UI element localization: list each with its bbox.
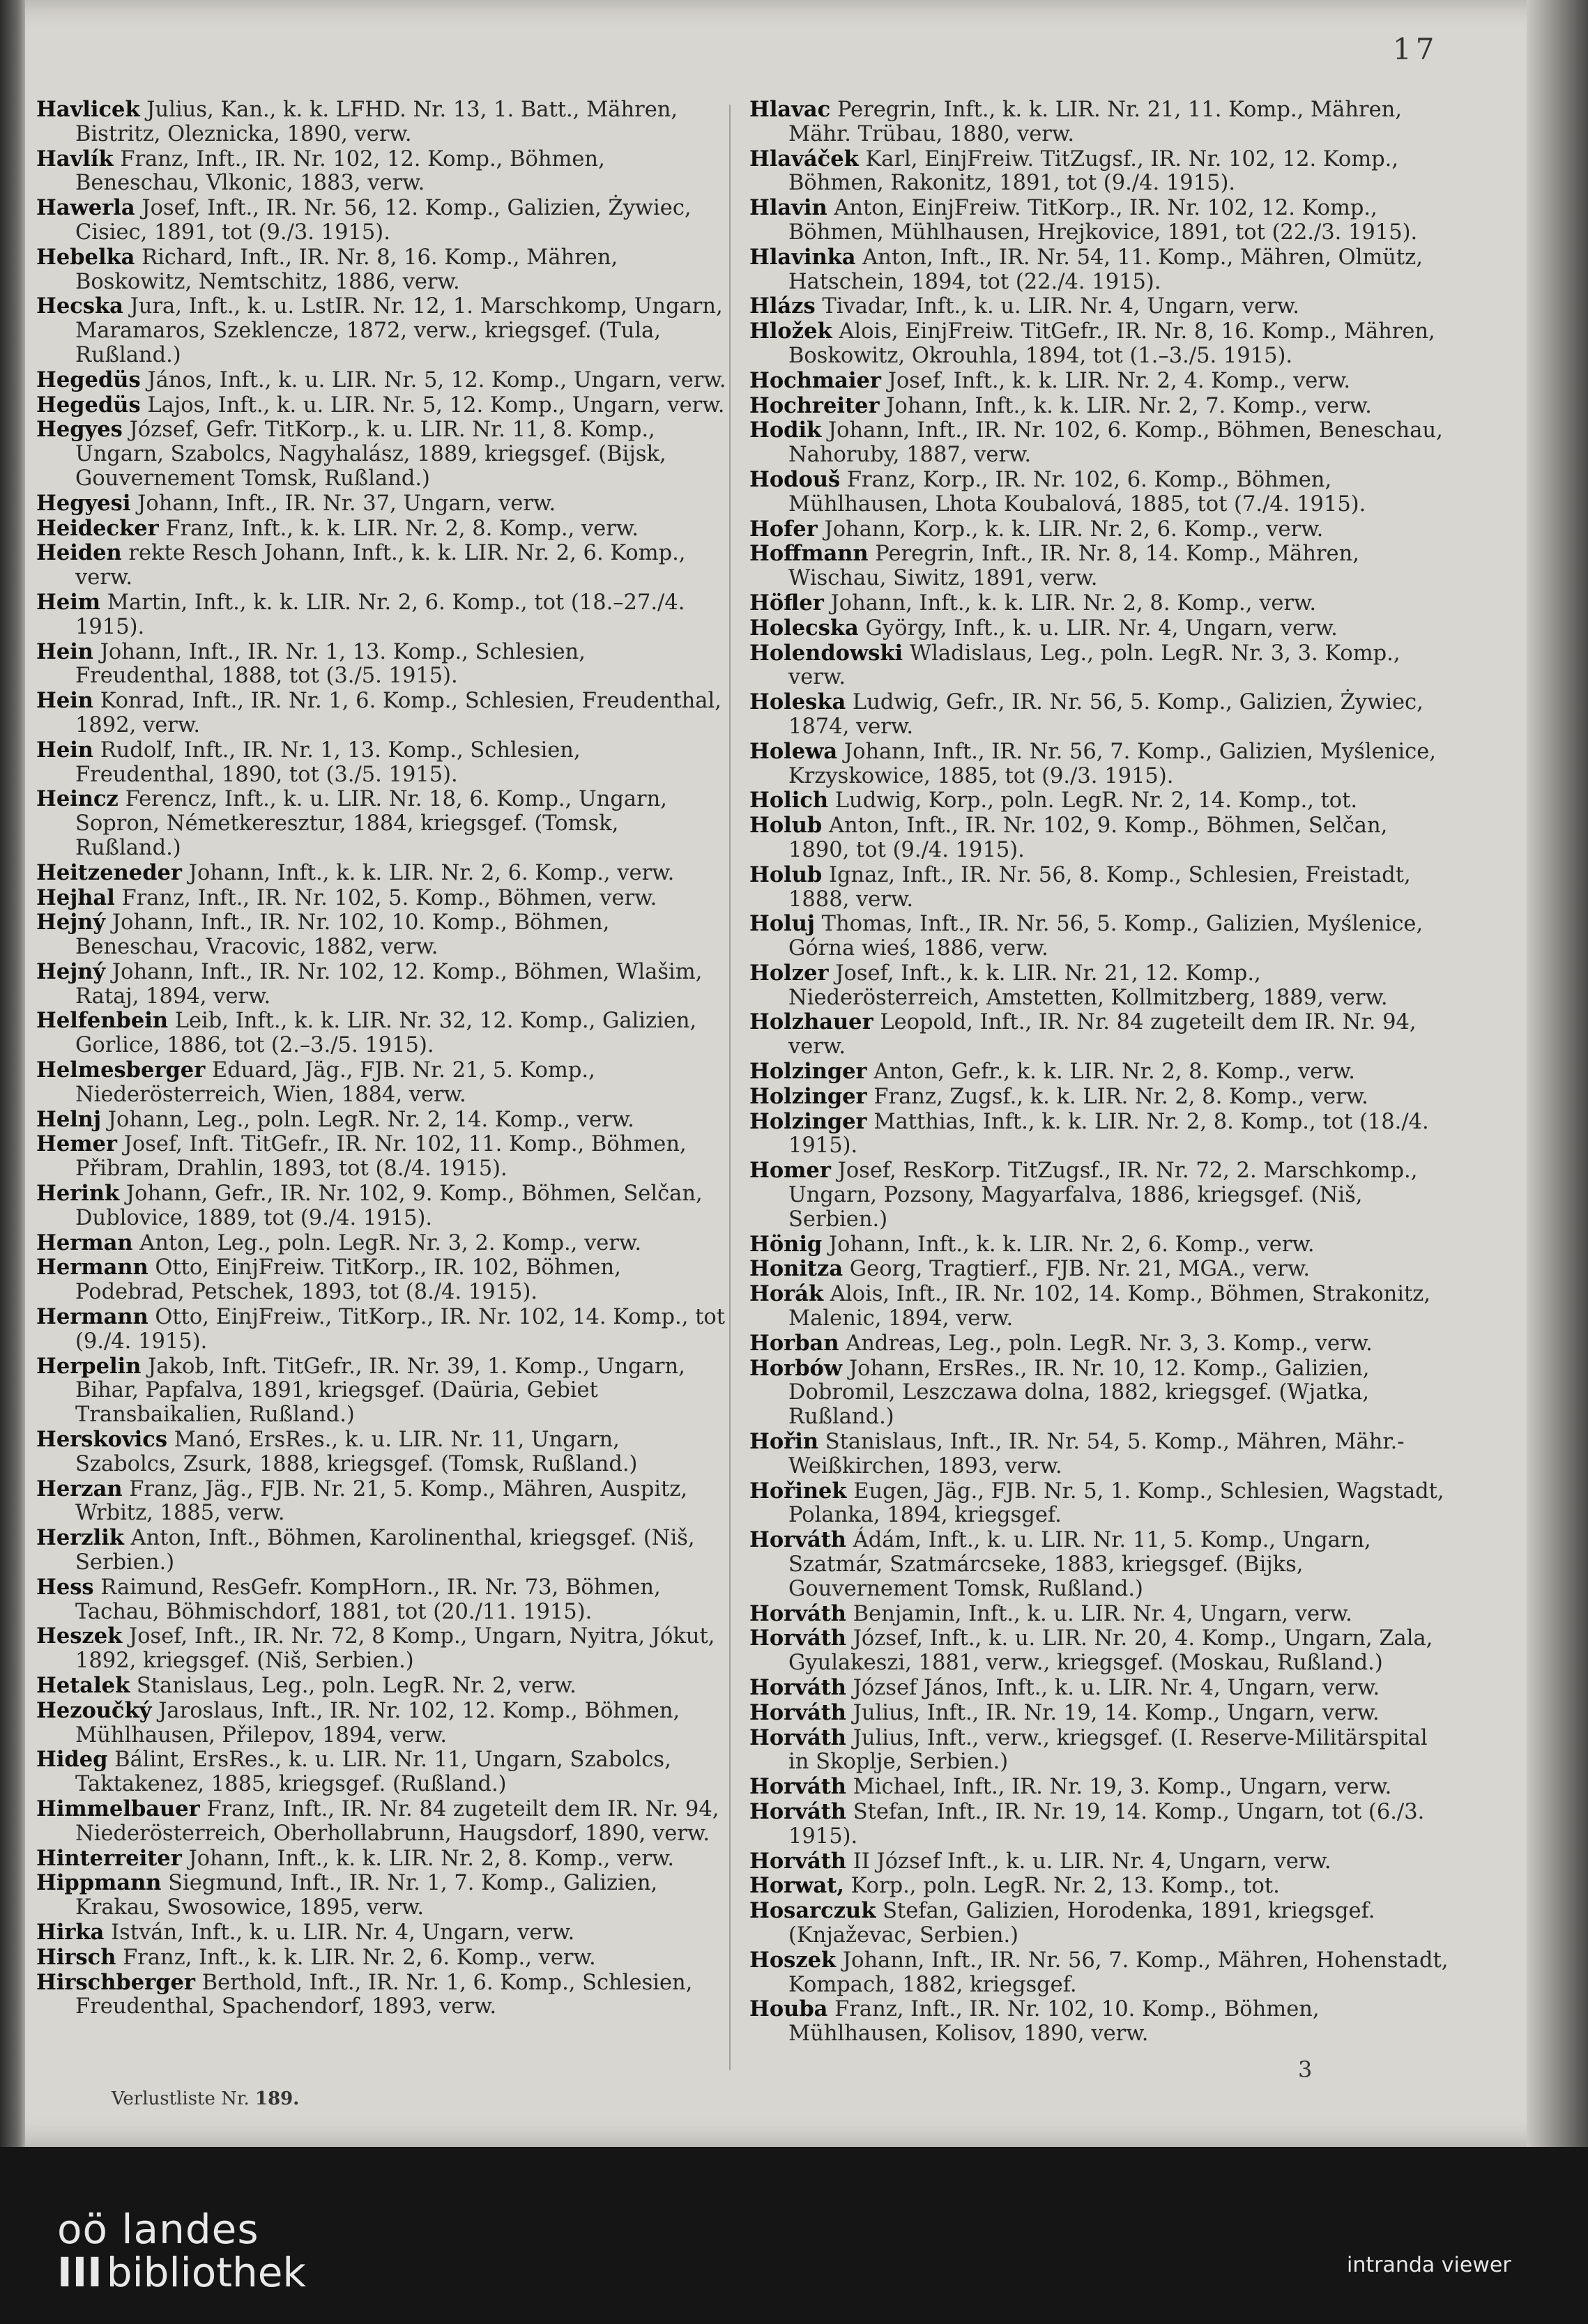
- entry-details: II József Inft., k. u. LIR. Nr. 4, Ungarn, verw.: [853, 1849, 1331, 1874]
- list-entry: [749, 616, 1453, 641]
- list-entry: [749, 1849, 1453, 1874]
- entry-details: Stanislaus, Leg., poln. LegR. Nr. 2, verw.: [136, 1674, 577, 1698]
- entry-details: Julius, Inft., IR. Nr. 19, 14. Komp., Ungarn, verw.: [853, 1700, 1380, 1725]
- entry-details: Franz, Inft., IR. Nr. 102, 10. Komp., Böhmen, Mühlhausen, Kolisov, 1890, verw.: [788, 1997, 1320, 2047]
- entry-surname: Herpelin: [36, 1353, 142, 1379]
- page-number: 17: [1393, 32, 1439, 66]
- entry-surname: Hönig: [749, 1231, 823, 1257]
- list-entry: [749, 1948, 1453, 1998]
- entry-surname: Hosarczuk: [749, 1898, 876, 1924]
- entry-surname: Hegyes: [36, 417, 123, 443]
- list-entry: [749, 418, 1453, 468]
- list-entry: [36, 245, 726, 295]
- list-entry: [36, 1132, 726, 1182]
- entry-details: József János, Inft., k. u. LIR. Nr. 4, Ungarn, verw.: [853, 1676, 1380, 1700]
- list-entry: [36, 689, 726, 738]
- entry-details: Johann, Inft., IR. Nr. 102, 6. Komp., Böhmen, Beneschau, Nahoruby, 1887, verw.: [788, 418, 1443, 468]
- entry-details: Ludwig, Gefr., IR. Nr. 56, 5. Komp., Galizien, Żywiec, 1874, verw.: [788, 690, 1423, 739]
- list-entry: [749, 1282, 1453, 1331]
- entry-surname: Horák: [749, 1281, 824, 1307]
- entry-surname: Havlicek: [36, 97, 140, 122]
- list-entry: [749, 740, 1453, 789]
- list-entry: [749, 147, 1453, 197]
- entry-surname: Hejhal: [36, 885, 115, 910]
- entry-details: Johann, Inft., IR. Nr. 102, 12. Komp., Böhmen, Wlašim, Rataj, 1894, verw.: [75, 959, 703, 1009]
- entry-details: Franz, Inft., k. k. LIR. Nr. 2, 6. Komp., verw.: [123, 1945, 596, 1970]
- entry-surname: Hetalek: [36, 1673, 130, 1698]
- entry-details: Josef, Inft., IR. Nr. 72, 8 Komp., Ungarn, Nyitra, Jókut, 1892, kriegsgef. (Niš, Serbien.): [75, 1624, 715, 1674]
- list-entry: [749, 591, 1453, 616]
- entry-surname: Horváth: [749, 1848, 846, 1874]
- entry-surname: Horváth: [749, 1699, 846, 1725]
- entry-details: Richard, Inft., IR. Nr. 8, 16. Komp., Mähren, Boskowitz, Nemtschitz, 1886, verw.: [75, 245, 618, 294]
- entry-details: Johann, Korp., k. k. LIR. Nr. 2, 6. Komp., verw.: [824, 517, 1324, 542]
- entry-details: Jakob, Inft. TitGefr., IR. Nr. 39, 1. Komp., Ungarn, Bihar, Papfalva, 1891, kriegsgef. (Daüria, Gebiet Transbaikalien, Rußland.): [75, 1354, 685, 1428]
- entry-details: Benjamin, Inft., k. u. LIR. Nr. 4, Ungarn, verw.: [853, 1601, 1352, 1626]
- list-entry: [749, 1159, 1453, 1232]
- entry-surname: Holzinger: [749, 1059, 867, 1085]
- entry-surname: Hoszek: [749, 1947, 837, 1973]
- list-entry: [36, 1428, 726, 1477]
- entry-details: Berthold, Inft., IR. Nr. 1, 6. Komp., Schlesien, Freudenthal, Spachendorf, 1893, verw.: [75, 1970, 693, 2019]
- list-entry: [749, 294, 1453, 319]
- list-entry: [36, 1971, 726, 2020]
- list-entry: [749, 369, 1453, 394]
- list-entry: [36, 196, 726, 245]
- entry-details: Franz, Zugsf., k. k. LIR. Nr. 2, 8. Komp., verw.: [873, 1084, 1368, 1109]
- entry-surname: Holuj: [749, 911, 815, 937]
- list-entry: [36, 1624, 726, 1674]
- list-entry: [36, 1477, 726, 1527]
- entry-details: Rudolf, Inft., IR. Nr. 1, 13. Komp., Schlesien, Freudenthal, 1890, tot (3./5. 1915).: [75, 737, 581, 787]
- list-entry: [36, 1255, 726, 1305]
- list-entry: [749, 1528, 1453, 1601]
- entry-surname: Hlázs: [749, 293, 816, 319]
- entry-details: Otto, EinjFreiw., TitKorp., IR. Nr. 102, 14. Komp., tot (9./4. 1915).: [75, 1305, 726, 1354]
- entry-surname: Horváth: [749, 1527, 846, 1553]
- list-entry: [749, 1331, 1453, 1356]
- entry-surname: Hofer: [749, 516, 818, 542]
- list-entry: [36, 1354, 726, 1428]
- entry-details: Stefan, Galizien, Horodenka, 1891, kriegsgef. (Knjaževac, Serbien.): [788, 1899, 1375, 1948]
- entry-surname: Hess: [36, 1574, 94, 1600]
- entry-details: Josef, Inft., IR. Nr. 56, 12. Komp., Galizien, Żywiec, Cisiec, 1891, tot (9./3. 1915).: [75, 196, 692, 245]
- entry-details: Raimund, ResGefr. KompHorn., IR. Nr. 73, Böhmen, Tachau, Böhmischdorf, 1881, tot (20./11. 1915).: [75, 1575, 661, 1624]
- list-entry: [36, 1231, 726, 1256]
- entry-details: Johann, Inft., IR. Nr. 102, 10. Komp., Böhmen, Beneschau, Vracovic, 1882, verw.: [75, 910, 610, 960]
- entry-surname: Hodouš: [749, 466, 841, 492]
- entry-details: Josef, Inft. TitGefr., IR. Nr. 102, 11. Komp., Böhmen, Přibram, Drahlin, 1893, tot (8./4. 1915).: [75, 1132, 687, 1182]
- list-entry: [36, 491, 726, 517]
- entry-details: Konrad, Inft., IR. Nr. 1, 6. Komp., Schlesien, Freudenthal, 1892, verw.: [75, 689, 722, 737]
- entry-details: Anton, Inft., Böhmen, Karolinenthal, kriegsgef. (Niš, Serbien.): [75, 1526, 695, 1575]
- entry-surname: Horban: [749, 1330, 839, 1356]
- entry-surname: Holub: [749, 813, 823, 839]
- entry-details: Anton, Inft., IR. Nr. 102, 9. Komp., Böhmen, Selčan, 1890, tot (9./4. 1915).: [788, 813, 1388, 862]
- entry-details: Franz, Inft., k. k. LIR. Nr. 2, 8. Komp., verw.: [165, 516, 639, 541]
- list-entry: [36, 861, 726, 886]
- list-entry: [749, 1356, 1453, 1430]
- list-entry: [36, 960, 726, 1009]
- entry-details: Leib, Inft., k. k. LIR. Nr. 32, 12. Komp., Galizien, Gorlice, 1886, tot (2.–3./5. 1915).: [75, 1009, 697, 1058]
- footer-sheet-number: 3: [1298, 2056, 1313, 2083]
- entry-details: Johann, Gefr., IR. Nr. 102, 9. Komp., Böhmen, Selčan, Dublovice, 1889, tot (9./4. 1915).: [75, 1182, 703, 1230]
- list-entry: [749, 319, 1453, 369]
- list-entry: [36, 294, 726, 367]
- entry-details: Johann, Leg., poln. LegR. Nr. 2, 14. Komp., verw.: [107, 1107, 634, 1132]
- entry-surname: Hideg: [36, 1747, 108, 1773]
- list-entry: [36, 1058, 726, 1108]
- entry-details: Johann, Inft., k. k. LIR. Nr. 2, 6. Komp., verw.: [828, 1232, 1315, 1257]
- entry-surname: Heidecker: [36, 515, 159, 541]
- entry-surname: Hlavin: [749, 195, 827, 221]
- entry-details: Anton, Gefr., k. k. LIR. Nr. 2, 8. Komp., verw.: [873, 1060, 1355, 1085]
- entry-details: Ignaz, Inft., IR. Nr. 56, 8. Komp., Schlesien, Freistadt, 1888, verw.: [788, 862, 1411, 912]
- entry-surname: Herzlik: [36, 1525, 124, 1551]
- entry-details: Johann, Inft., k. k. LIR. Nr. 2, 6. Komp., verw.: [188, 860, 675, 885]
- entry-details: Franz, Inft., IR. Nr. 102, 5. Komp., Böhmen, verw.: [121, 885, 657, 910]
- viewer-brand[interactable]: intranda viewer: [1347, 2253, 1511, 2277]
- entry-details: Andreas, Leg., poln. LegR. Nr. 3, 3. Komp., verw.: [846, 1331, 1373, 1356]
- entry-details: Matthias, Inft., k. k. LIR. Nr. 2, 8. Komp., tot (18./4. 1915).: [788, 1109, 1429, 1159]
- book-spine: [0, 0, 25, 2147]
- entry-surname: Holeska: [749, 689, 846, 715]
- entry-details: Georg, Tragtierf., FJB. Nr. 21, MGA., verw.: [849, 1257, 1311, 1282]
- entry-surname: Hein: [36, 688, 93, 714]
- entry-details: Michael, Inft., IR. Nr. 19, 3. Komp., Ungarn, verw.: [853, 1775, 1392, 1800]
- list-entry: [36, 1575, 726, 1625]
- list-entry: [749, 1899, 1453, 1948]
- entry-details: Johann, Inft., k. k. LIR. Nr. 2, 7. Komp., verw.: [886, 393, 1372, 418]
- list-entry: [749, 1676, 1453, 1701]
- entry-details: Josef, Inft., k. k. LIR. Nr. 2, 4. Komp., verw.: [887, 368, 1351, 393]
- entry-surname: Hirka: [36, 1919, 105, 1945]
- entry-details: Johann, Inft., k. k. LIR. Nr. 2, 8. Komp., verw.: [188, 1846, 675, 1871]
- entry-details: Wladislaus, Leg., poln. LegR. Nr. 3, 3. Komp., verw.: [788, 641, 1400, 690]
- entry-surname: Hermann: [36, 1255, 148, 1281]
- entry-surname: Holzinger: [749, 1083, 867, 1109]
- entry-details: Peregrin, Inft., IR. Nr. 8, 14. Komp., Mähren, Wischau, Siwitz, 1891, verw.: [788, 542, 1359, 591]
- list-entry: [36, 517, 726, 542]
- list-entry: [749, 1775, 1453, 1800]
- list-entry: [749, 1997, 1453, 2047]
- entry-details: Leopold, Inft., IR. Nr. 84 zugeteilt dem IR. Nr. 94, verw.: [788, 1010, 1417, 1060]
- entry-details: Tivadar, Inft., k. u. LIR. Nr. 4, Ungarn, verw.: [822, 294, 1299, 319]
- list-entry: [749, 1800, 1453, 1849]
- entry-surname: Hegyesi: [36, 490, 131, 516]
- list-entry: [749, 1701, 1453, 1726]
- entry-surname: Hegedüs: [36, 367, 141, 392]
- list-entry: [36, 1797, 726, 1847]
- entry-surname: Hořin: [749, 1429, 818, 1455]
- entry-details: Alois, EinjFreiw. TitGefr., IR. Nr. 8, 16. Komp., Mähren, Boskowitz, Okrouhla, 1894, tot (1.–3./5. 1915).: [788, 319, 1435, 368]
- entry-surname: Heiden: [36, 540, 122, 566]
- list-entry: [749, 468, 1453, 517]
- entry-details: Ludwig, Korp., poln. LegR. Nr. 2, 14. Komp., tot.: [834, 788, 1358, 813]
- list-entry: [749, 98, 1453, 147]
- list-entry: [749, 394, 1453, 419]
- entry-surname: Himmelbauer: [36, 1796, 200, 1821]
- entry-surname: Hlavac: [749, 97, 831, 122]
- list-entry: [36, 1674, 726, 1699]
- entry-surname: Heitzeneder: [36, 859, 183, 885]
- entry-details: Stefan, Inft., IR. Nr. 19, 14. Komp., Ungarn, tot (6./3. 1915).: [788, 1799, 1425, 1849]
- entry-surname: Horváth: [749, 1725, 846, 1750]
- list-entry: [749, 690, 1453, 740]
- entry-surname: Hippmann: [36, 1870, 162, 1896]
- list-entry: [36, 1699, 726, 1748]
- entry-surname: Hochmaier: [749, 367, 882, 393]
- entry-details: Alois, Inft., IR. Nr. 102, 14. Komp., Böhmen, Strakonitz, Malenic, 1894, verw.: [788, 1282, 1431, 1331]
- entry-surname: Herskovics: [36, 1427, 167, 1453]
- entry-details: Johann, Inft., IR. Nr. 56, 7. Komp., Galizien, Myślenice, Krzyskowice, 1885, tot (9./3. 1915).: [788, 739, 1436, 788]
- entry-details: Johann, Inft., IR. Nr. 1, 13. Komp., Schlesien, Freudenthal, 1888, tot (3./5. 1915).: [75, 639, 586, 689]
- list-entry: [36, 640, 726, 689]
- entry-details: Franz, Inft., IR. Nr. 84 zugeteilt dem IR. Nr. 94, Niederösterreich, Oberhollabrunn, Haugsdorf, 1890, verw.: [75, 1796, 719, 1846]
- entry-surname: Hermann: [36, 1304, 148, 1330]
- logo-line-1: oö landes: [57, 2205, 259, 2253]
- entry-surname: Homer: [749, 1158, 831, 1184]
- list-entry: [749, 641, 1453, 691]
- logo-line-2: [57, 2250, 306, 2295]
- entry-surname: Heim: [36, 589, 101, 615]
- entry-details: Anton, Inft., IR. Nr. 54, 11. Komp., Mähren, Olmütz, Hatschein, 1894, tot (22./4. 1915).: [788, 245, 1423, 294]
- entry-details: Martin, Inft., k. k. LIR. Nr. 2, 6. Komp., tot (18.–27./4. 1915).: [75, 590, 685, 639]
- entry-details: Ferencz, Inft., k. u. LIR. Nr. 18, 6. Komp., Ungarn, Sopron, Németkeresztur, 1884, kriegsgef. (Tomsk, Rußland.): [75, 787, 667, 860]
- entry-details: Ádám, Inft., k. u. LIR. Nr. 11, 5. Komp., Ungarn, Szatmár, Szatmárcseke, 1883, kriegsgef. (Bijks, Gouvernement Tomsk, Rußland.): [788, 1528, 1371, 1601]
- list-entry: [749, 1430, 1453, 1479]
- entry-surname: Hein: [36, 639, 93, 664]
- list-entry: [749, 196, 1453, 245]
- list-entry: [36, 98, 726, 147]
- list-entry: [36, 1305, 726, 1354]
- entry-details: Eduard, Jäg., FJB. Nr. 21, 5. Komp., Niederösterreich, Wien, 1884, verw.: [75, 1058, 595, 1107]
- list-entry: [749, 788, 1453, 813]
- list-entry: [36, 1009, 726, 1058]
- entry-surname: Helmesberger: [36, 1057, 206, 1083]
- list-entry: [749, 1874, 1453, 1899]
- entry-surname: Holzhauer: [749, 1009, 873, 1035]
- entry-details: Johann, Inft., k. k. LIR. Nr. 2, 8. Komp., verw.: [830, 590, 1317, 616]
- entry-details: Otto, EinjFreiw. TitKorp., IR. 102, Böhmen, Podebrad, Petschek, 1893, tot (8./4. 1915).: [75, 1255, 621, 1305]
- list-entry: [36, 368, 726, 393]
- entry-surname: Holzer: [749, 960, 829, 986]
- entry-surname: Hebelka: [36, 244, 135, 270]
- entry-surname: Holzinger: [749, 1108, 867, 1134]
- entry-details: Franz, Jäg., FJB. Nr. 21, 5. Komp., Mähren, Auspitz, Wrbitz, 1885, verw.: [75, 1476, 688, 1526]
- entry-surname: Hinterreiter: [36, 1845, 182, 1871]
- entry-surname: Hawerla: [36, 195, 135, 221]
- list-entry: [36, 147, 726, 197]
- entry-details: Josef, Inft., k. k. LIR. Nr. 21, 12. Komp., Niederösterreich, Amstetten, Kollmitzberg, 1889, verw.: [788, 961, 1388, 1010]
- entry-details: István, Inft., k. u. LIR. Nr. 4, Ungarn, verw.: [111, 1920, 575, 1945]
- list-entry: [36, 1871, 726, 1920]
- list-entry: [749, 245, 1453, 295]
- library-logo[interactable]: [57, 2205, 306, 2296]
- entry-details: Johann, Inft., IR. Nr. 56, 7. Komp., Mähren, Hohenstadt, Kompach, 1882, kriegsgef.: [788, 1948, 1449, 1997]
- list-entry: [36, 1920, 726, 1945]
- entry-surname: Hochreiter: [749, 392, 880, 418]
- list-entry: [749, 1257, 1453, 1282]
- entry-details: Jura, Inft., k. u. LstIR. Nr. 12, 1. Marschkomp, Ungarn, Maramaros, Szeklencze, 1872, verw., kriegsgef. (Tula, Rußland.): [75, 294, 723, 367]
- entry-surname: Hecska: [36, 293, 123, 319]
- left-column: [36, 98, 726, 2019]
- entry-details: Julius, Inft., verw., kriegsgef. (I. Reserve-Militärspital in Skoplje, Serbien.): [788, 1725, 1428, 1775]
- entry-surname: Heincz: [36, 786, 119, 812]
- column-divider: [729, 105, 731, 2070]
- entry-surname: Herink: [36, 1181, 120, 1207]
- entry-surname: Holendowski: [749, 640, 903, 666]
- entry-details: Stanislaus, Inft., IR. Nr. 54, 5. Komp., Mähren, Mähr.-Weißkirchen, 1893, verw.: [788, 1430, 1405, 1478]
- entry-surname: Heszek: [36, 1623, 123, 1649]
- entry-details: Franz, Inft., IR. Nr. 102, 12. Komp., Böhmen, Beneschau, Vlkonic, 1883, verw.: [75, 146, 605, 196]
- entry-surname: Horbów: [749, 1355, 843, 1381]
- entry-surname: Horwat,: [749, 1873, 844, 1899]
- entry-surname: Horváth: [749, 1798, 846, 1824]
- footer-issue-prefix: Verlustliste Nr.: [112, 2088, 255, 2109]
- entry-details: Bálint, ErsRes., k. u. LIR. Nr. 11, Ungarn, Szabolcs, Taktakenez, 1885, kriegsgef. (Rußland.): [75, 1748, 671, 1797]
- entry-surname: Horváth: [749, 1600, 846, 1626]
- entry-surname: Hirschberger: [36, 1969, 195, 1995]
- list-entry: [36, 590, 726, 640]
- entry-details: Peregrin, Inft., k. k. LIR. Nr. 21, 11. Komp., Mähren, Mähr. Trübau, 1880, verw.: [788, 98, 1402, 146]
- entry-surname: Holecska: [749, 615, 859, 641]
- entry-details: József, Inft., k. u. LIR. Nr. 20, 4. Komp., Ungarn, Zala, Gyulakeszi, 1881, verw., kriegsgef. (Moskau, Rußland.): [788, 1626, 1433, 1676]
- entry-surname: Hložek: [749, 319, 832, 344]
- entry-surname: Höfler: [749, 590, 824, 616]
- entry-details: Anton, EinjFreiw. TitKorp., IR. Nr. 102, 12. Komp., Böhmen, Mühlhausen, Hrejkovice, 1891, tot (22./3. 1915).: [788, 196, 1418, 245]
- entry-surname: Hezoučký: [36, 1697, 152, 1723]
- list-entry: [749, 863, 1453, 912]
- entry-surname: Horváth: [749, 1774, 846, 1800]
- entry-surname: Horváth: [749, 1626, 846, 1651]
- entry-surname: Herman: [36, 1230, 133, 1255]
- entry-surname: Hořinek: [749, 1478, 847, 1504]
- entry-details: György, Inft., k. u. LIR. Nr. 4, Ungarn, verw.: [865, 616, 1338, 641]
- list-entry: [36, 787, 726, 860]
- entry-surname: Horváth: [749, 1675, 846, 1700]
- entry-details: Manó, ErsRes., k. u. LIR. Nr. 11, Ungarn, Szabolcs, Zsurk, 1888, kriegsgef. (Tomsk, Rußland.): [75, 1428, 638, 1476]
- entry-details: Lajos, Inft., k. u. LIR. Nr. 5, 12. Komp., Ungarn, verw.: [147, 392, 725, 418]
- list-entry: [36, 886, 726, 911]
- entry-surname: Hegedüs: [36, 392, 141, 418]
- entry-details: rekte Resch Johann, Inft., k. k. LIR. Nr. 2, 6. Komp., verw.: [75, 541, 686, 590]
- right-column: [749, 98, 1453, 2047]
- entry-surname: Helnj: [36, 1106, 102, 1132]
- entry-surname: Holewa: [749, 738, 838, 764]
- entry-surname: Hemer: [36, 1131, 117, 1157]
- entry-surname: Hoffmann: [749, 541, 869, 567]
- entry-details: Franz, Korp., IR. Nr. 102, 6. Komp., Böhmen, Mühlhausen, Lhota Koubalová, 1885, tot (7./4. 1915).: [788, 467, 1366, 517]
- entry-surname: Herzan: [36, 1476, 123, 1501]
- list-entry: [36, 418, 726, 491]
- entry-details: Korp., poln. LegR. Nr. 2, 13. Komp., tot.: [850, 1874, 1280, 1899]
- list-entry: [749, 813, 1453, 863]
- entry-details: Eugen, Jäg., FJB. Nr. 5, 1. Komp., Schlesien, Wagstadt, Polanka, 1894, kriegsgef.: [788, 1478, 1444, 1528]
- list-entry: [36, 1182, 726, 1231]
- entry-surname: Houba: [749, 1996, 828, 2022]
- logo-line-2-text: bibliothek: [106, 2249, 306, 2296]
- list-entry: [36, 910, 726, 960]
- entry-details: Siegmund, Inft., IR. Nr. 1, 7. Komp., Galizien, Krakau, Swosowice, 1895, verw.: [75, 1871, 658, 1920]
- list-entry: [749, 1060, 1453, 1085]
- entry-details: János, Inft., k. u. LIR. Nr. 5, 12. Komp., Ungarn, verw.: [147, 367, 726, 392]
- list-entry: [749, 1626, 1453, 1676]
- entry-surname: Hodik: [749, 418, 822, 443]
- list-entry: [36, 1847, 726, 1872]
- entry-surname: Hejný: [36, 910, 106, 935]
- list-entry: [36, 1748, 726, 1797]
- list-entry: [749, 1110, 1453, 1159]
- list-entry: [36, 738, 726, 788]
- entry-surname: Hejný: [36, 958, 106, 984]
- entry-surname: Hlaváček: [749, 146, 859, 171]
- list-entry: [749, 1085, 1453, 1110]
- entry-details: Jaroslaus, Inft., IR. Nr. 102, 12. Komp., Böhmen, Mühlhausen, Přilepov, 1894, verw.: [75, 1698, 680, 1748]
- entry-surname: Holub: [749, 862, 823, 887]
- entry-surname: Hirsch: [36, 1944, 116, 1970]
- entry-surname: Havlík: [36, 146, 114, 171]
- list-entry: [36, 1945, 726, 1971]
- entry-surname: Honitza: [749, 1256, 843, 1282]
- page-edge: [1527, 0, 1588, 2147]
- entry-details: Julius, Kan., k. k. LFHD. Nr. 13, 1. Batt., Mähren, Bistritz, Oleznicka, 1890, verw.: [75, 98, 678, 146]
- list-entry: [749, 961, 1453, 1011]
- list-entry: [749, 517, 1453, 542]
- entry-details: Karl, EinjFreiw. TitZugsf., IR. Nr. 102, 12. Komp., Böhmen, Rakonitz, 1891, tot (9./4. 1915).: [788, 146, 1399, 196]
- entry-details: József, Gefr. TitKorp., k. u. LIR. Nr. 11, 8. Komp., Ungarn, Szabolcs, Nagyhalász, 1889, kriegsgef. (Bijsk, Gouvernement Tomsk, Rußland.): [75, 418, 666, 491]
- entry-details: Josef, ResKorp. TitZugsf., IR. Nr. 72, 2. Marschkomp., Ungarn, Pozsony, Magyarfalva, 1886, kriegsgef. (Niš, Serbien.): [788, 1159, 1418, 1232]
- list-entry: [36, 1108, 726, 1133]
- logo-bars-icon: III: [57, 2249, 102, 2296]
- entry-details: Anton, Leg., poln. LegR. Nr. 3, 2. Komp., verw.: [139, 1230, 642, 1255]
- list-entry: [749, 1602, 1453, 1627]
- entry-surname: Hlavinka: [749, 244, 856, 270]
- list-entry: [749, 1726, 1453, 1775]
- list-entry: [749, 1479, 1453, 1529]
- footer-issue: [112, 2088, 299, 2109]
- entry-details: Johann, Inft., IR. Nr. 37, Ungarn, verw.: [137, 491, 556, 516]
- footer-issue-number: 189.: [254, 2088, 300, 2109]
- entry-details: Johann, ErsRes., IR. Nr. 10, 12. Komp., Galizien, Dobromil, Leszczawa dolna, 1882, kriegsgef. (Wjatka, Rußland.): [788, 1356, 1370, 1430]
- entry-surname: Holich: [749, 788, 829, 813]
- entry-details: Thomas, Inft., IR. Nr. 56, 5. Komp., Galizien, Myślenice, Górna wieś, 1886, verw.: [788, 912, 1423, 961]
- entry-surname: Hein: [36, 737, 93, 763]
- entry-surname: Helfenbein: [36, 1008, 169, 1034]
- list-entry: [749, 542, 1453, 591]
- list-entry: [749, 1010, 1453, 1060]
- list-entry: [749, 1232, 1453, 1257]
- list-entry: [749, 912, 1453, 961]
- list-entry: [36, 393, 726, 418]
- list-entry: [36, 541, 726, 590]
- list-entry: [36, 1526, 726, 1575]
